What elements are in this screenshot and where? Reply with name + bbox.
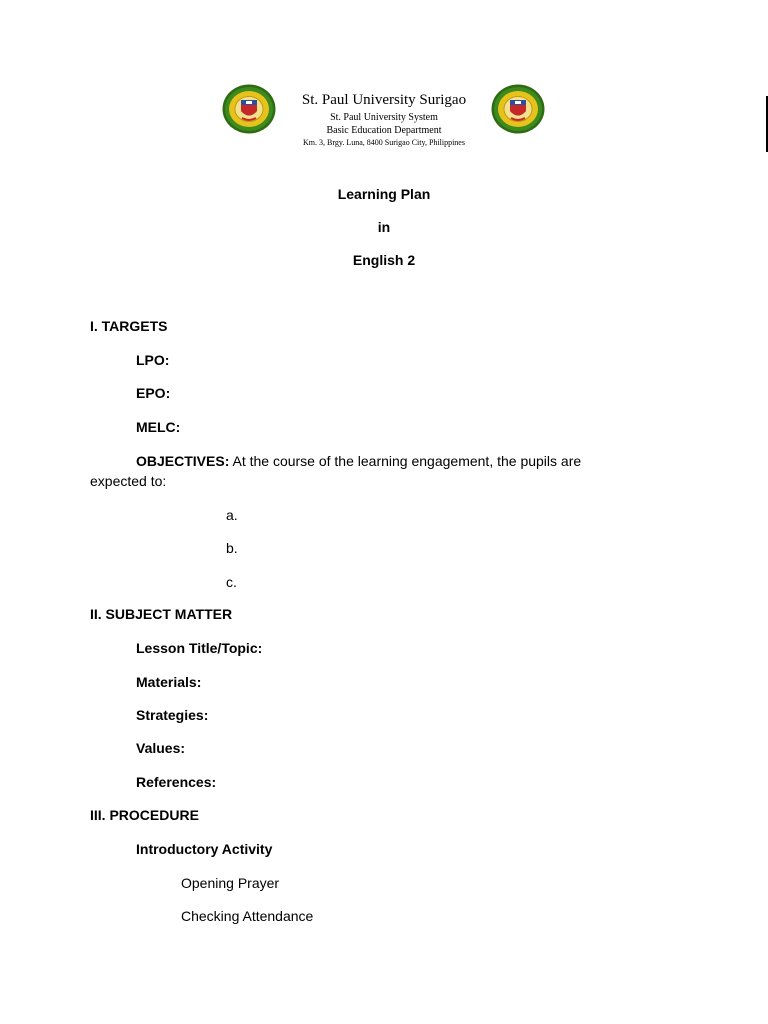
section-heading-subject-matter: II. SUBJECT MATTER <box>90 606 233 622</box>
title-learning-plan: Learning Plan <box>337 186 431 202</box>
label-epo: EPO: <box>136 385 171 401</box>
objectives-continuation: expected to: <box>90 473 167 489</box>
university-name: St. Paul University Surigao <box>301 92 467 108</box>
label-lpo: LPO: <box>136 352 170 368</box>
label-values: Values: <box>136 740 186 756</box>
objective-item-a: a. <box>226 507 238 523</box>
label-melc: MELC: <box>136 419 181 435</box>
seal-logo-icon <box>491 84 545 134</box>
seal-scallop <box>492 85 545 134</box>
objective-item-c: c. <box>226 574 237 590</box>
institution-header <box>270 93 498 147</box>
title-in: in <box>377 219 391 235</box>
university-seal-left <box>222 84 276 134</box>
section-heading-targets: I. TARGETS <box>90 318 168 334</box>
university-address: Km. 3, Brgy. Luna, 8400 Surigao City, Philippines <box>303 138 465 147</box>
university-seal-right <box>491 84 545 134</box>
label-materials: Materials: <box>136 674 202 690</box>
seal-scallop <box>223 85 276 134</box>
seal-logo-icon <box>222 84 276 134</box>
procedure-item-opening-prayer: Opening Prayer <box>181 875 280 891</box>
label-references: References: <box>136 774 217 790</box>
procedure-item-checking-attendance: Checking Attendance <box>181 908 314 924</box>
objective-item-b: b. <box>226 540 238 556</box>
university-system: St. Paul University System <box>330 112 438 123</box>
label-lesson-title: Lesson Title/Topic: <box>136 640 263 656</box>
objectives-line <box>136 454 581 468</box>
label-introductory-activity: Introductory Activity <box>136 841 273 857</box>
section-heading-procedure: III. PROCEDURE <box>90 807 199 823</box>
department-name: Basic Education Department <box>326 125 442 136</box>
label-objectives: OBJECTIVES: <box>136 453 230 469</box>
objectives-text: At the course of the learning engagement, the pupils are <box>229 453 582 469</box>
title-subject: English 2 <box>352 252 416 268</box>
label-strategies: Strategies: <box>136 707 209 723</box>
